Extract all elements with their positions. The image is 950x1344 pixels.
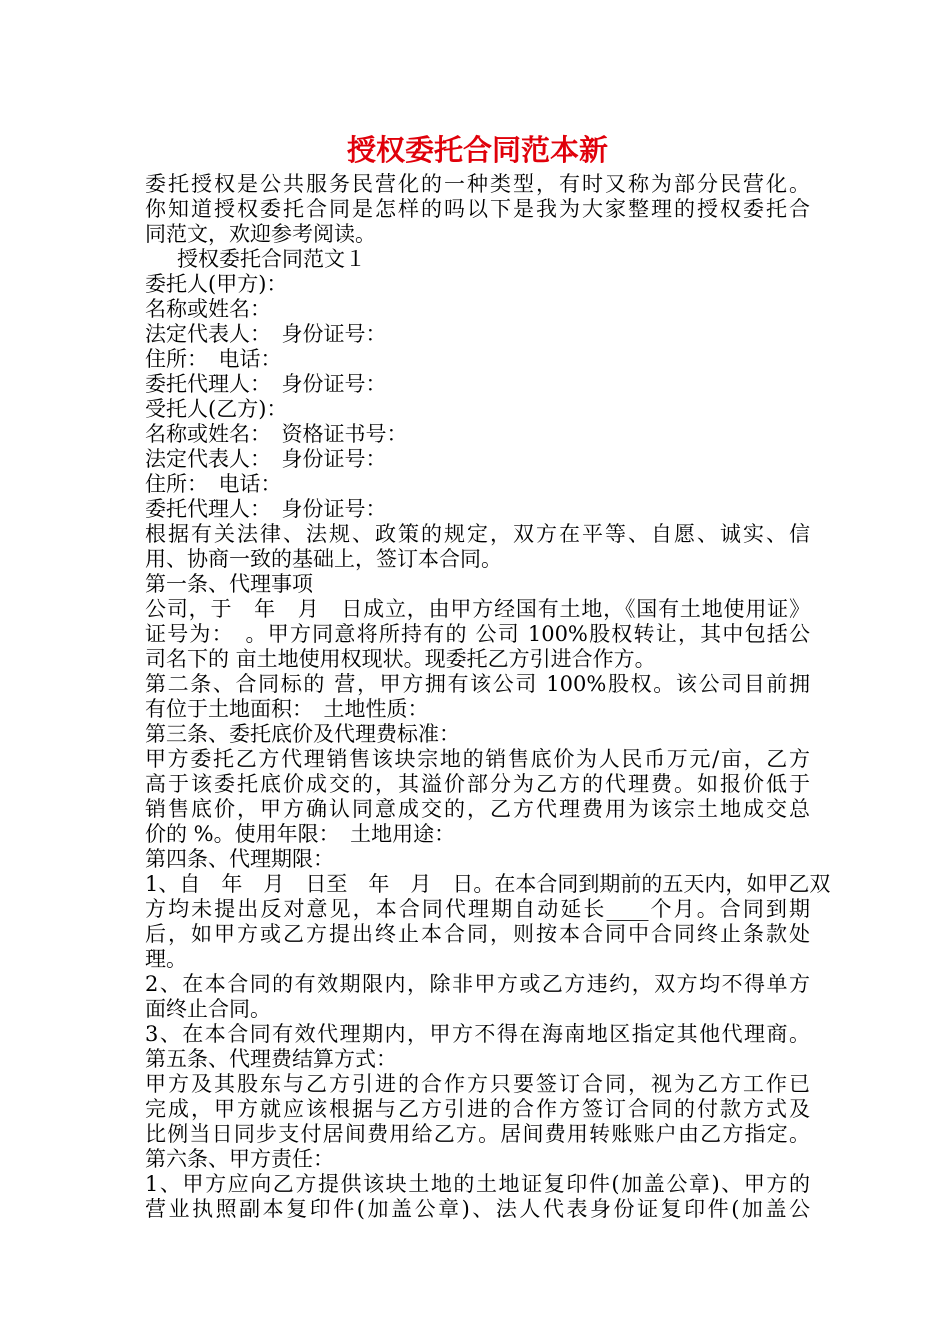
body-line: 委托授权是公共服务民营化的一种类型，有时又称为部分民营化。	[145, 172, 810, 196]
document-page	[145, 128, 831, 1222]
body-line: 高于该委托底价成交的，其溢价部分为乙方的代理费。如报价低于	[145, 772, 810, 796]
body-line: 法定代表人： 身份证号：	[145, 447, 387, 471]
body-line: 后，如甲方或乙方提出终止本合同，则按本合同中合同终止条款处	[145, 922, 810, 946]
body-line: 住所： 电话：	[145, 347, 282, 371]
body-line: 2、在本合同的有效期限内，除非甲方或乙方违约，双方均不得单方	[145, 972, 810, 996]
body-line: 甲方委托乙方代理销售该块宗地的销售底价为人民币万元/亩，乙方	[145, 747, 810, 771]
body-line: 完成，甲方就应该根据与乙方引进的合作方签订合同的付款方式及	[145, 1097, 810, 1121]
body-line: 委托人(甲方)：	[145, 272, 288, 296]
document-title: 授权委托合同范本新	[346, 133, 608, 167]
body-line: 营业执照副本复印件(加盖公章)、法人代表身份证复印件(加盖公	[145, 1197, 810, 1221]
body-line: 根据有关法律、法规、政策的规定，双方在平等、自愿、诚实、信	[145, 522, 810, 546]
body-line: 第一条、代理事项	[145, 572, 313, 596]
body-line: 第三条、委托底价及代理费标准：	[145, 722, 460, 746]
body-line: 1、自 年 月 日至 年 月 日。在本合同到期前的五天内，如甲乙双	[145, 872, 831, 896]
body-line: 公司，于 年 月 日成立，由甲方经国有土地，《国有土地使用证》	[145, 597, 810, 621]
body-line: 甲方及其股东与乙方引进的合作方只要签订合同，视为乙方工作已	[145, 1072, 810, 1096]
body-line: 第六条、甲方责任：	[145, 1147, 334, 1171]
body-line: 有位于土地面积： 土地性质：	[145, 697, 429, 721]
body-line: 委托代理人： 身份证号：	[145, 372, 387, 396]
body-line: 理。	[145, 947, 187, 971]
body-line: 面终止合同。	[145, 997, 271, 1021]
body-line: 第四条、代理期限：	[145, 847, 334, 871]
body-line: 用、协商一致的基础上，签订本合同。	[145, 547, 502, 571]
body-line: 第二条、合同标的 营，甲方拥有该公司 100%股权。该公司目前拥	[145, 672, 810, 696]
document-body	[145, 172, 831, 1222]
body-line: 住所： 电话：	[145, 472, 282, 496]
body-line: 销售底价，甲方确认同意成交的，乙方代理费用为该宗土地成交总	[145, 797, 810, 821]
body-line: 名称或姓名：	[145, 297, 271, 321]
body-line: 委托代理人： 身份证号：	[145, 497, 387, 521]
body-line: 你知道授权委托合同是怎样的吗以下是我为大家整理的授权委托合	[145, 197, 810, 221]
body-line: 方均未提出反对意见，本合同代理期自动延长____个月。合同到期	[145, 897, 810, 921]
body-line: 第五条、代理费结算方式：	[145, 1047, 397, 1071]
body-line: 价的 %。使用年限： 土地用途：	[145, 822, 456, 846]
body-line: 授权委托合同范文１	[177, 247, 366, 271]
body-line: 司名下的 亩土地使用权现状。现委托乙方引进合作方。	[145, 647, 656, 671]
body-line: 3、在本合同有效代理期内，甲方不得在海南地区指定其他代理商。	[145, 1022, 810, 1046]
body-line: 同范文，欢迎参考阅读。	[145, 222, 376, 246]
body-line: 受托人(乙方)：	[145, 397, 288, 421]
body-line: 证号为： 。甲方同意将所持有的 公司 100%股权转让，其中包括公	[145, 622, 810, 646]
body-line: 法定代表人： 身份证号：	[145, 322, 387, 346]
body-line: 名称或姓名： 资格证书号：	[145, 422, 408, 446]
body-line: 1、甲方应向乙方提供该块土地的土地证复印件(加盖公章)、甲方的	[145, 1172, 810, 1196]
body-line: 比例当日同步支付居间费用给乙方。居间费用转账账户由乙方指定。	[145, 1122, 810, 1146]
